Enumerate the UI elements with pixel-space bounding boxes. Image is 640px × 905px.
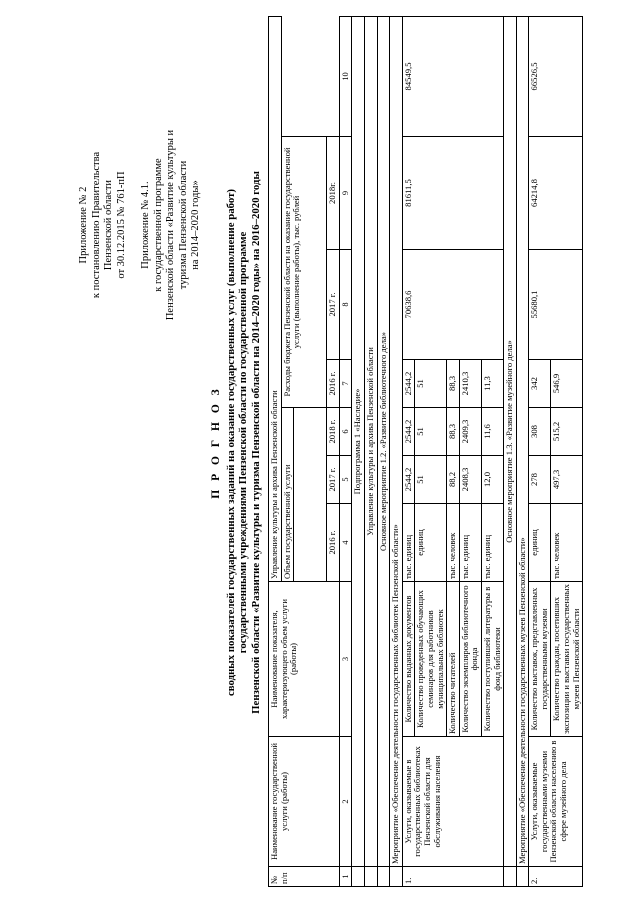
title-heading: П Р О Г Н О З [210, 386, 222, 499]
year-cost: 2018г. [327, 137, 340, 250]
spacer [294, 408, 327, 582]
header-volume: Объем государственной услуги [281, 408, 294, 582]
value: 11,3 [481, 360, 503, 408]
appendix-block [78, 120, 203, 330]
header-department: Управление культуры и архива Пензенской области [269, 16, 282, 581]
value: 51 [415, 360, 447, 408]
appendix-line: на 2014–2020 годы» [190, 180, 201, 270]
value: 308 [529, 408, 551, 456]
indicator: Количество экземпляров библиотечного фонда [459, 582, 481, 737]
appendix-line: Приложение № 4.1. [140, 181, 151, 269]
title-line: сводных показателей государственных заданий на оказание государственных услуг (выполнение работ) [224, 188, 237, 697]
appendix-line: туризма Пензенской области [177, 160, 189, 290]
colnum: 1 [339, 867, 352, 887]
value: 88,2 [447, 456, 460, 504]
unit: тыс. человек [551, 504, 583, 582]
value: 278 [529, 456, 551, 504]
service-num: 2. [529, 867, 583, 887]
value: 2410,3 [459, 360, 481, 408]
header-service: Наименование государственной услуги (работы) [269, 737, 340, 867]
colnum: 6 [339, 408, 352, 456]
colnum: 9 [339, 137, 352, 250]
value: 497,3 [551, 456, 583, 504]
year-vol: 2018 г. [327, 408, 340, 456]
cost: 84549,5 [402, 16, 503, 136]
value: 88,3 [447, 408, 460, 456]
appendix-line: Пензенской области [103, 179, 114, 271]
header-indicator: Наименование показателя, характеризующего объем услуги (работы) [269, 582, 340, 737]
appendix-line: Пензенской области «Развитие культуры и [165, 129, 176, 321]
value: 2544,2 [402, 360, 415, 408]
cost: 55680,1 [529, 250, 583, 360]
indicator: Количество поступившей литературы в фонд библиотеки [481, 582, 503, 737]
cost: 81611,5 [402, 137, 503, 250]
service-name: Услуги, оказываемые в государственных библиотеках Пензенской области для обслуживания населения [402, 737, 503, 867]
appendix-line: к постановлению Правительства [90, 151, 102, 299]
colnum: 7 [339, 360, 352, 408]
year-cost: 2017 г. [327, 250, 340, 360]
appendix-line: от 30.12.2015 № 761-пП [115, 171, 127, 279]
colnum: 5 [339, 456, 352, 504]
colnum: 8 [339, 250, 352, 360]
header-costs: Расходы бюджета Пензенской области на оказание государственной услуги (выполнение работы), тыс. рублей [281, 137, 327, 408]
cost: 70638,6 [402, 250, 503, 360]
cost: 66526,5 [529, 16, 583, 136]
indicator: Количество читателей [447, 582, 460, 737]
service-name: Услуги, оказываемые государственными музеями Пензенской области населению в сфере музейного дела [529, 737, 583, 867]
service-num: 1. [402, 867, 503, 887]
column-numbers-row [339, 16, 352, 886]
value: 515,2 [551, 408, 583, 456]
unit: единиц [529, 504, 551, 582]
value: 342 [529, 360, 551, 408]
indicator: Количество проведенных обучающих семинаров для работников муниципальных библиотек [415, 582, 447, 737]
value: 546,9 [551, 360, 583, 408]
title-line: государственными учреждениями Пензенской области по государственной программе [237, 231, 249, 654]
unit: тыс. единиц [481, 504, 503, 582]
unit: единиц [415, 504, 447, 582]
document-title [210, 20, 262, 865]
department-row: Управление культуры и архива Пензенской области [364, 16, 377, 866]
table-row [402, 16, 415, 886]
indicator: Количество выставок, представленных государственными музеями [529, 582, 551, 737]
year-vol: 2016 г. [327, 504, 340, 582]
value: 12,0 [481, 456, 503, 504]
colnum: 10 [339, 16, 352, 136]
table-row [529, 16, 551, 886]
value: 2544,2 [402, 408, 415, 456]
forecast-table [268, 16, 583, 887]
value: 2408,3 [459, 456, 481, 504]
colnum: 3 [339, 582, 352, 737]
event-row: Мероприятие «Обеспечение деятельности государственных библиотек Пензенской области» [390, 16, 403, 866]
subprogram-row: Подпрограмма 1 «Наследие» [352, 16, 365, 866]
year-cost: 2016 г. [327, 360, 340, 408]
unit: тыс. единиц [402, 504, 415, 582]
indicator: Количество граждан, посетивших экспозиции и выставки государственных музеев Пензенской области [551, 582, 583, 737]
value: 11,6 [481, 408, 503, 456]
title-line: Пензенской области «Развитие культуры и туризма Пензенской области на 2014–2020 годы» на 2016–2020 годы [249, 171, 262, 714]
unit: тыс. единиц [459, 504, 481, 582]
value: 88,3 [447, 360, 460, 408]
header-num: № п/п [269, 867, 340, 887]
main-event-row: Основное мероприятие 1.2. «Развитие библиотечного дела» [377, 16, 390, 866]
value: 51 [415, 408, 447, 456]
colnum: 4 [339, 504, 352, 582]
value: 2409,3 [459, 408, 481, 456]
unit: тыс. человек [447, 504, 460, 582]
main-event-row: Основное мероприятие 1.3. «Развитие музейного дела» [504, 16, 517, 866]
value: 51 [415, 456, 447, 504]
indicator: Количество выданных документов [402, 582, 415, 737]
event-row: Мероприятие «Обеспечение деятельности государственных музеев Пензенской области» [516, 16, 529, 866]
appendix-line: к государственной программе [152, 158, 164, 292]
cost: 64214,8 [529, 137, 583, 250]
year-vol: 2017 г. [327, 456, 340, 504]
value: 2544,2 [402, 456, 415, 504]
appendix-line: Приложение № 2 [78, 186, 89, 264]
colnum: 2 [339, 737, 352, 867]
